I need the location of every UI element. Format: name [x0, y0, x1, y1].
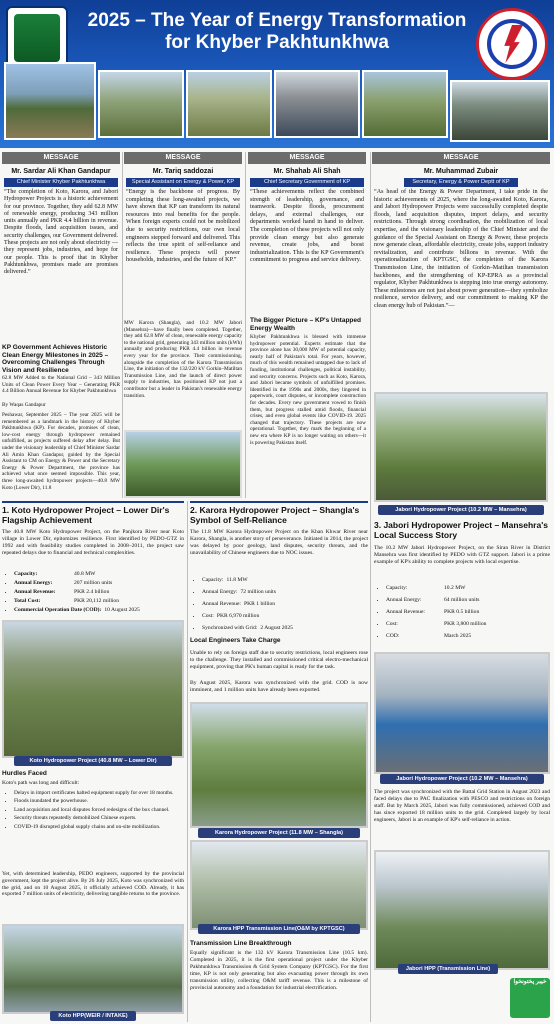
spec-item — [202, 586, 376, 598]
spec-value: March 2025 — [444, 633, 472, 639]
message-3-text: “These achievements reflect the combined strength of leadership, governance, and teamwork. Despite floods, procurement delays, and external challenges, our departments worked hand in hand to deliver. The completion of these projects will not only provide clean energy but also generate revenue, create jobs, and boost industrialization. This is the KP Government's commitment to progress and service delivery. — [250, 189, 364, 264]
message-bar-3: MESSAGE — [248, 152, 366, 164]
message-4-name: Mr. Muhammad Zubair — [423, 168, 499, 175]
karora-local-heading: Local Engineers Take Charge — [190, 637, 281, 644]
message-2-text: “Energy is the backbone of progress. By completing these long-awaited projects, we have shown that KP can transform its natural resources into real benefits for the people. When foreign experts could not be mobilized due to security restrictions, our own local engineers stepped forward and delivered. This reflects the true spirit of self-reliance and resilience. These projects will power households, industries, and the future of KP.” — [126, 189, 240, 264]
koto-heading: 1. Koto Hydropower Project – Lower Dir's Flagship Achievement — [2, 505, 170, 525]
kp-gov-intro: 62.8 MW Added to the National Grid – 343 Million Units of Clean Power Every Year – Generating PKR 4.4 Billion Annual Revenue for Khyber Pakhtunkhwa — [2, 375, 120, 395]
koto-rule — [2, 501, 184, 503]
jabori-transmission-photo — [374, 850, 550, 970]
header-banner — [0, 0, 554, 148]
spec-item — [386, 594, 554, 606]
spec-value: PKR 2.4 billion — [74, 589, 110, 595]
spec-value: 64 million units — [444, 597, 480, 603]
title-line-1: 2025 – The Year of Energy Transformation — [87, 10, 467, 31]
hurdle-item: • Delays in import certificates halted equipment supply for over 18 months. — [14, 790, 192, 796]
jabori-specs-list — [376, 582, 554, 642]
spec-item — [202, 574, 376, 586]
spec-value: 10 August 2025 — [104, 607, 140, 613]
message-3-role: Chief Secretary Government of KP — [250, 178, 364, 187]
page-title — [70, 10, 484, 54]
header-photo-3 — [186, 70, 272, 138]
divider-1 — [122, 152, 123, 498]
karora-dam-photo — [190, 702, 368, 828]
spec-item — [202, 622, 376, 634]
spec-item — [386, 582, 554, 594]
message-1-text: “The completion of Koto, Karora, and Jabori Hydropower Projects is a historic achievement for our province. Together, they add 62.8 MW of renewable energy, producing 343 million units annually and PKR 4.4 billion in revenue. Despite floods, land acquisition issues, and security challenges, our Government delivered. These projects are not only about electricity — they represent jobs, industries, and hope for our people. This is proof that in Khyber Pakhtunkhwa, promises made are promises delivered.” — [4, 189, 118, 276]
spec-value: 10.2 MW — [444, 585, 466, 591]
koto-outro: Yet, with determined leadership, PEDO engineers, supported by the provincial government, kept the project alive. By 26 July 2025, Koto was synchronized with the grid, and on 10 August 2025, it officially achieved COD. Already, it has exported 7 million units of electricity, delivering tangible returns to the province. — [2, 871, 184, 898]
spec-item — [386, 618, 554, 630]
spec-item — [202, 610, 376, 622]
spec-value: 40.8 MW — [74, 571, 96, 577]
koto-hurdles-intro: Koto's path was long and difficult: — [2, 780, 80, 786]
karora-heading: 2. Karora Hydropower Project – Shangla's Symbol of Self-Reliance — [190, 505, 360, 525]
hurdle-item: • Security threats repeatedly demobilized Chinese experts. — [14, 815, 192, 821]
message-3-name: Mr. Shahab Ali Shah — [273, 168, 341, 175]
spec-label: COD: — [386, 633, 400, 639]
bigger-picture-heading: The Bigger Picture – KP's Untapped Energy Wealth — [250, 317, 361, 332]
spec-item — [14, 597, 192, 606]
karora-specs-list — [192, 574, 376, 634]
karora-local-body: Unable to rely on foreign staff due to security restrictions, local engineers rose to the challenge. They installed and commissioned critical electro-mechanical equipment, proving that PK's human capital is ready for the task. — [190, 650, 368, 670]
message-1-name: Mr. Sardar Ali Khan Gandapur — [11, 168, 111, 175]
spec-label: Annual Revenue: — [202, 601, 241, 607]
message-1-role: Chief Minister Khyber Pakhtunkhwa — [4, 178, 118, 187]
kp-gov-body: Peshawar, September 2025 – The year 2025 will be remembered as a landmark in the history of Khyber Pakhtunkhwa (KP). For decades, promises of clean, low-cost energy through hydropower remained unfulfilled, as projects suffered delay after delay. But under the visionary leadership of Chief Minister Sardar Ali Amin Khan Gandapur, guided by the Special Assistant to CM on Energy & Power and the Secretary Energy & Power Department, the province has achieved what once seemed impossible. This year, three long-awaited hydropower projects—40.8 MW Koto (Lower Dir), 11.8 — [2, 412, 120, 491]
karora-transmission-photo — [190, 840, 368, 930]
jabori-top-caption: Jabori Hydropower Project (10.2 MW – Mansehra) — [378, 505, 544, 515]
message-bar-4: MESSAGE — [372, 152, 550, 164]
message-2-role: Special Assistant on Energy & Power, KP — [126, 178, 240, 187]
header-photo-4 — [274, 70, 360, 138]
spec-value: PKR 20,112 million — [74, 598, 120, 604]
message-bar-1: MESSAGE — [2, 152, 120, 164]
spec-item — [14, 588, 192, 597]
message-4-text: “As head of the Energy & Power Department, I take pride in the historic achievements of 2025, where the long-awaited Koto, Karora, and Jabori Hydropower Projects were successfully completed despite floods, land acquisition disputes, import delays, and security restrictions. Through strong coordination, the mobilization of local expertise, and the visionary leadership of the Chief Minister and the guidance of the Special Assistant on Energy & Power, these projects now generate clean, affordable electricity, create jobs, support industry revitalization, and contribute billions in revenue. With the operationalization of KPTGSC, the completion of the Karora Transmission Line, the initiation of Gorkin–Matiltan transmission backbones, and the strengthening of KP-EPRA as a provincial regulator, Khyber Pakhtunkhwa is stepping into true energy autonomy. These milestones are not just about power generation—they symbolize resilience, service delivery, and our commitment to making KP the clean energy hub of Pakistan.”— — [374, 189, 548, 309]
spec-label: Capacity: — [386, 585, 408, 591]
jabori-body: The 10.2 MW Jabori Hydropower Project, on the Siran River in District Mansehra was first identified by PEDO with GTZ support. Jabori is a prime example of KP's ability to complete projects with local expertise. — [374, 545, 550, 565]
title-line-2: for Khyber Pakhtunkhwa — [165, 32, 389, 53]
spec-value: 11.8 MW — [226, 577, 248, 583]
header-photo-2 — [98, 70, 184, 138]
karora-body: The 11.8 MW Karora Hydropower Project on the Khan Khwar River near Karora, Shangla, is another story of perseverance. Initiated in 2014, the project was delayed by poor geology, land disputes, security threats, and the unavailability of Chinese engineers due to NOC issues. — [190, 529, 368, 556]
divider-4 — [187, 501, 188, 1022]
divider-3 — [370, 152, 371, 1022]
spec-value: PKR 6,970 million — [216, 613, 260, 619]
karora-tl-body: Equally significant is the 132 kV Karora Transmission Line (10.5 km). Completed in 2025, it is the first operational project under the Khyber Pakhtunkhwa Transmission & Grid System Company (KPTGSC). For the first time, KP is not only generating but also evacuating power through its own transmission utility, collecting O&M tariff revenue. This is a milestone of provincial autonomy and a foundation for industrial electrification. — [190, 950, 368, 991]
koto-specs-list — [4, 570, 192, 615]
spec-item — [14, 606, 192, 615]
koto-body: The 40.8 MW Koto Hydropower Project, on the Panjkora River near Koto village in Lower Dir, epitomizes resilience. First identified by PEDO-GTZ in 1992 and with feasibility studies completed in 2008–2011, the project saw repeated delays due to financial and technical complexities. — [2, 529, 184, 556]
karora-rule — [190, 501, 368, 503]
koto-caption: Koto Hydropower Project (40.8 MW – Lower Dir) — [14, 756, 172, 766]
message-4-role: Secretary, Energy & Power Deptt of KP — [404, 178, 518, 187]
spec-value: PKR 3,800 million — [444, 621, 487, 627]
hurdle-item: • COVID-19 disrupted global supply chains and on-site mobilization. — [14, 824, 192, 830]
spec-value: 72 million units — [240, 589, 276, 595]
spec-label: Capacity: — [14, 571, 38, 577]
karora-caption: Karora Hydropower Project (11.8 MW – Shangla) — [198, 828, 360, 838]
spec-item — [386, 606, 554, 618]
spec-value: PKR 0.5 billion — [444, 609, 480, 615]
spec-label: Annual Energy: — [202, 589, 238, 595]
jabori-transmission-caption: Jabori HPP (Transmission Line) — [398, 964, 498, 974]
karora-sync-body: By August 2025, Karora was synchronized with the grid. COD is now imminent, and 1 million units have already been exported. — [190, 680, 368, 693]
bigger-picture-body: Khyber Pakhtunkhwa is blessed with immense hydropower potential. Experts estimate that the province alone has 30,000 MW of potential capacity, nearly half of Pakistan's total. For years, however, much of this wealth remained untapped due to lack of funding, institutional challenges, political instability, and security concerns. Projects such as Koto, Karora, and Jabori became symbols of unfulfilled promises. Identified in the 1990s and 2000s, they lingered in paperwork, court disputes, or incomplete construction for decades. Every new government vowed to finish them, but progress stalled amid floods, financial crises, and even global events like COVID-19. 2025 changed that trajectory. These projects are now operational. Together, they mark the beginning of a new era where KP is no longer waiting on others—it is powering Pakistan itself. — [250, 334, 366, 446]
spec-label: Annual Revenue: — [386, 609, 425, 615]
koto-weir-photo — [2, 924, 184, 1014]
message-2-name: Mr. Tariq saddozai — [152, 168, 214, 175]
spec-label: Commercial Operation Date (COD): — [14, 607, 102, 613]
karora-tl-heading: Transmission Line Breakthrough — [190, 940, 292, 947]
energy-department-logo — [476, 8, 548, 80]
koto-hurdles-heading: Hurdles Faced — [2, 770, 47, 777]
jabori-heading: 3. Jabori Hydropower Project – Mansehra's Local Success Story — [374, 520, 548, 540]
hurdle-item: • Land acquisition and local disputes forced redesigns of the box channel. — [14, 807, 192, 813]
karora-plant-photo — [124, 430, 242, 498]
spec-label: Capacity: — [202, 577, 224, 583]
spec-label: Cost: — [202, 613, 214, 619]
kp-gov-heading: KP Government Achieves Historic Clean Energy Milestones in 2025 – Overcoming Challenges Through Vision and Resilience — [2, 344, 109, 374]
jabori-top-photo — [374, 392, 548, 502]
spec-item — [14, 570, 192, 579]
kp-gov-byline: By Waqas Gandapur — [2, 402, 46, 408]
header-photo-6 — [450, 80, 550, 142]
divider-2 — [245, 152, 246, 498]
spec-value: 207 million units — [74, 580, 113, 586]
spec-item — [14, 579, 192, 588]
header-photo-1 — [4, 62, 96, 140]
jabori-outro: The project was synchronized with the Battal Grid Station in August 2023 and faced delays due to PAC finalization with PESCO and restrictions on foreign staff. But by March 2025, Jabori was fully commissioned, achieved COD and has since exported 18 million units to the grid. Completed largely by local engineers, Jabori is an example of KP's self-reliance in action. — [374, 789, 550, 823]
message-bar-2: MESSAGE — [124, 152, 242, 164]
spec-item — [386, 630, 554, 642]
spec-value: 2 August 2025 — [260, 625, 293, 631]
spec-label: Cost: — [386, 621, 398, 627]
hurdle-item: • Floods inundated the powerhouse. — [14, 798, 192, 804]
header-photo-5 — [362, 70, 448, 138]
kp-badge-logo: خیبر پختونخوا — [510, 978, 550, 1018]
karora-transmission-caption: Karora HPP Transmission Line(O&M by KPTGSC) — [198, 924, 360, 934]
spec-label: Synchronized with Grid: — [202, 625, 258, 631]
jabori-turbine-photo — [374, 652, 550, 774]
jabori-mid-caption: Jabori Hydropower Project (10.2 MW – Mansehra) — [380, 774, 544, 784]
spec-value: PKR 1 billion — [244, 601, 276, 607]
spec-item — [202, 598, 376, 610]
koto-hurdles-list — [4, 790, 192, 832]
koto-plant-photo — [2, 620, 184, 758]
spec-label: Annual Revenue: — [14, 589, 56, 595]
continued-body: MW Karora (Shangla), and 10.2 MW Jabori (Mansehra)—have finally been completed. Together, they add 62.8 MW of clean, renewable energy capacity to the national grid, generating 343 million units (kWh) annually and producing PKR 4.4 billion in revenue every year for the province. Their commissioning, alongside the completion of the Karora Transmission Line, the initiation of the 132/220 kV Gorkin–Matiltan Transmission Line, and the launch of direct power supply to industries, has positioned KP not just a contributor but a leader in Pakistan's renewable energy transition. — [124, 320, 242, 399]
spec-label: Annual Energy: — [14, 580, 53, 586]
spec-label: Annual Energy: — [386, 597, 422, 603]
spec-label: Total Cost: — [14, 598, 41, 604]
koto-weir-caption: Koto HPP(WEIR / INTAKE) — [50, 1011, 136, 1021]
